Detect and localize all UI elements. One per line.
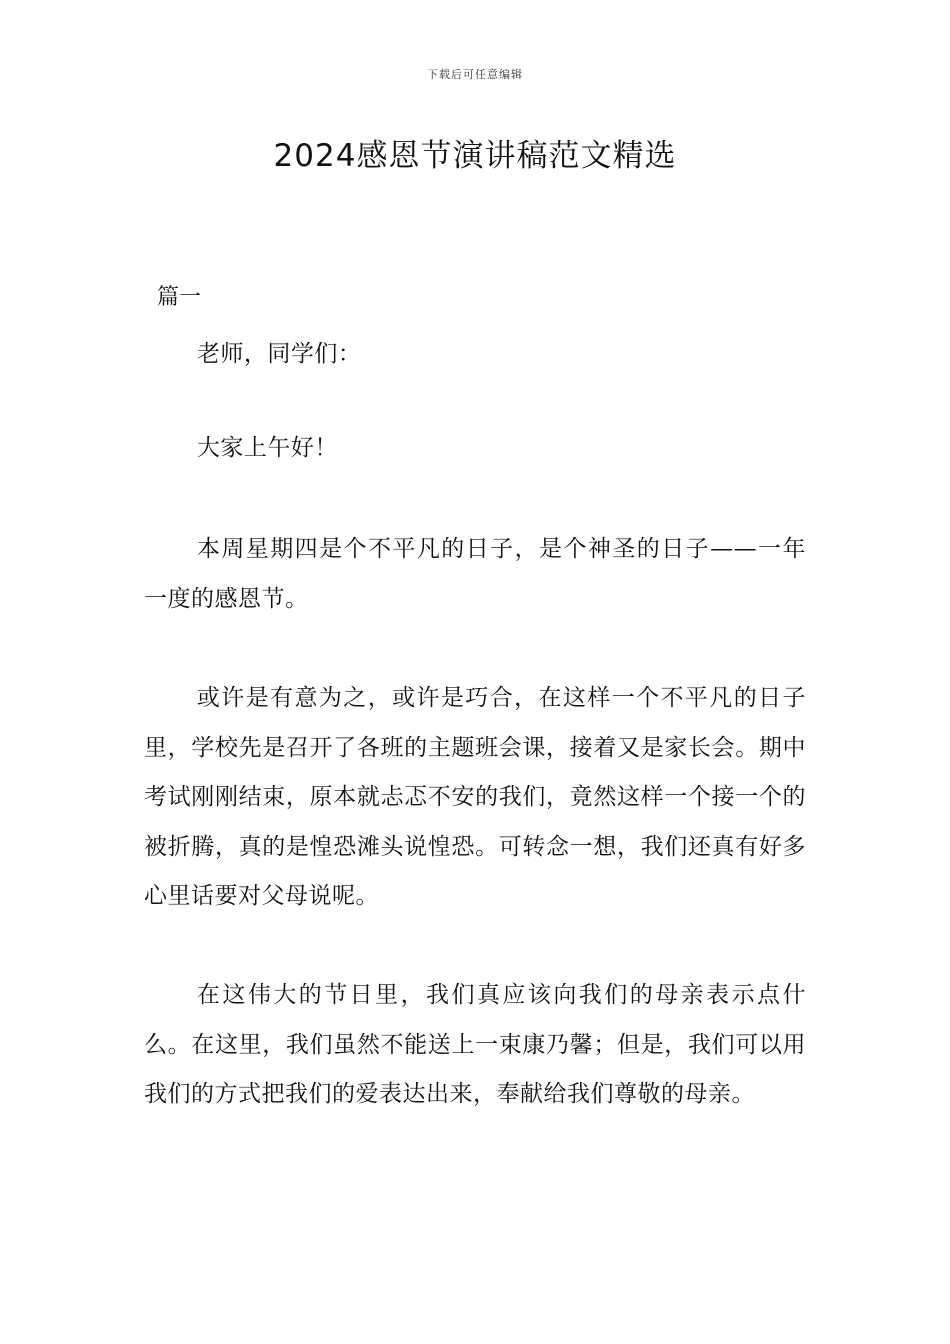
salutation: 老师，同学们： bbox=[196, 341, 362, 367]
section-label: 篇一 bbox=[157, 285, 202, 310]
paragraph: 或许是有意为之，或许是巧合，在这样一个不平凡的日子里，学校先是召开了各班的主题班会课，接着又是家长会。期中考试刚刚结束，原本就忐忑不安的我们，竟然这样一个接一个的被折腾，真的是惶恐滩头说惶恐。可转念一想，我们还真有好多心里话要对父母说呢。 bbox=[144, 685, 806, 909]
greeting: 大家上午好！ bbox=[196, 435, 338, 461]
paragraph: 本周星期四是个不平凡的日子，是个神圣的日子——一年一度的感恩节。 bbox=[144, 536, 806, 612]
document-title: 2024感恩节演讲稿范文精选 bbox=[273, 138, 677, 174]
paragraph: 在这伟大的节日里，我们真应该向我们的母亲表示点什么。在这里，我们虽然不能送上一束康乃馨；但是，我们可以用我们的方式把我们的爱表达出来，奉献给我们尊敬的母亲。 bbox=[144, 982, 806, 1107]
header-note: 下载后可任意编辑 bbox=[427, 68, 523, 81]
